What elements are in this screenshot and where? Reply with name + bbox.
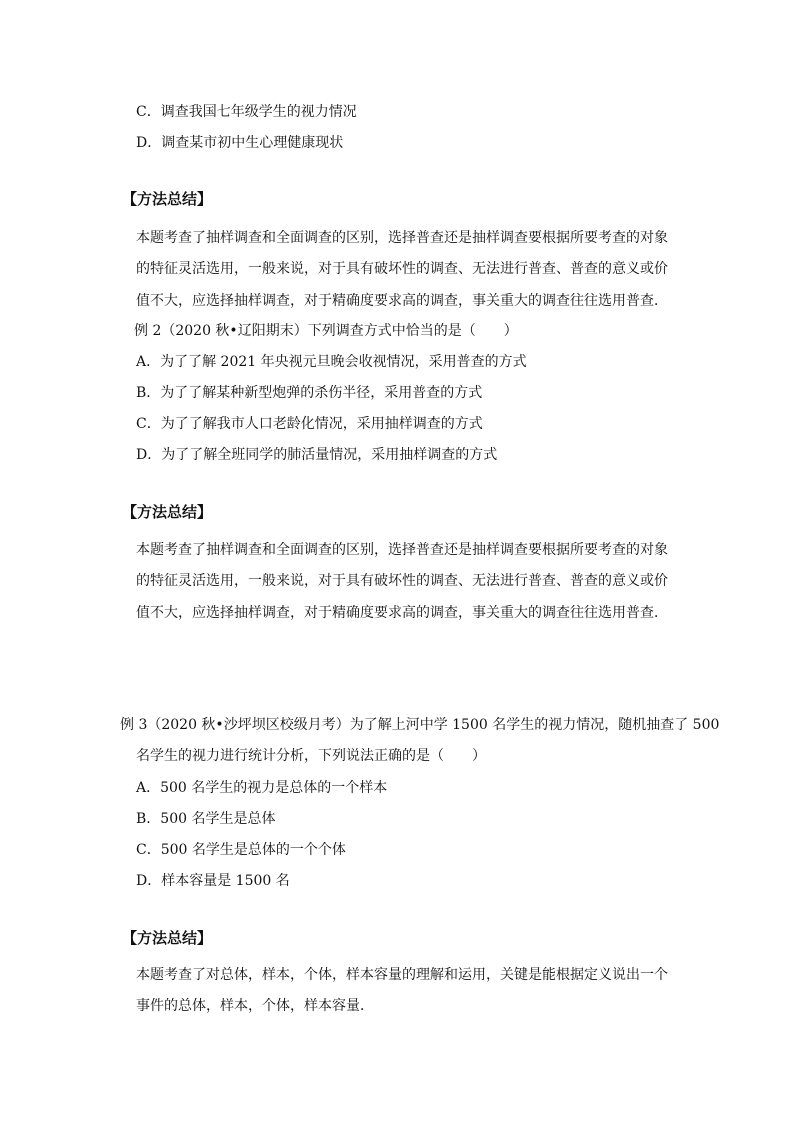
example3-option-b: B．500 名学生是总体 <box>136 811 276 827</box>
summary3-line-2: 事件的总体，样本，个体，样本容量． <box>136 998 374 1014</box>
summary2-line-2: 的特征灵活选用，一般来说，对于具有破坏性的调查、无法进行普查、普查的意义或价 <box>136 573 668 589</box>
example3-option-d: D．样本容量是 1500 名 <box>136 873 290 889</box>
summary3-line-1: 本题考查了对总体，样本，个体，样本容量的理解和运用，关键是能根据定义说出一个 <box>136 967 668 983</box>
example2-option-c: C．为了了解我市人口老龄化情况，采用抽样调查的方式 <box>136 416 483 432</box>
summary2-line-1: 本题考查了抽样调查和全面调查的区别，选择普查还是抽样调查要根据所要考查的对象 <box>136 542 668 558</box>
example2-option-a: A．为了了解 2021 年央视元旦晚会收视情况，采用普查的方式 <box>136 354 527 370</box>
summary1-line-2: 的特征灵活选用，一般来说，对于具有破坏性的调查、无法进行普查、普查的意义或价 <box>136 261 668 277</box>
example3-question-line-2: 名学生的视力进行统计分析，下列说法正确的是（ ） <box>136 748 486 764</box>
example2-option-b: B．为了了解某种新型炮弹的杀伤半径，采用普查的方式 <box>136 385 483 401</box>
method-summary-heading-2: 【方法总结】 <box>122 503 213 521</box>
example2-option-d: D．为了了解全班同学的肺活量情况，采用抽样调查的方式 <box>136 447 498 463</box>
summary1-line-3: 值不大，应选择抽样调查，对于精确度要求高的调查，事关重大的调查往往选用普查． <box>136 293 668 309</box>
summary2-line-3: 值不大，应选择抽样调查，对于精确度要求高的调查，事关重大的调查往往选用普查． <box>136 605 668 621</box>
example3-question-line-1: 例 3（2020 秋•沙坪坝区校级月考）为了解上河中学 1500 名学生的视力情况，随机抽查了 500 <box>120 717 720 733</box>
example1-option-c: C．调查我国七年级学生的视力情况 <box>136 104 357 120</box>
example3-option-a: A．500 名学生的视力是总体的一个样本 <box>136 780 388 796</box>
example2-question: 例 2（2020 秋•辽阳期末）下列调查方式中恰当的是（ ） <box>134 323 518 339</box>
example3-option-c: C．500 名学生是总体的一个个体 <box>136 842 346 858</box>
example1-option-d: D．调查某市初中生心理健康现状 <box>136 135 344 151</box>
method-summary-heading-3: 【方法总结】 <box>122 929 213 947</box>
summary1-line-1: 本题考查了抽样调查和全面调查的区别，选择普查还是抽样调查要根据所要考查的对象 <box>136 230 668 246</box>
method-summary-heading-1: 【方法总结】 <box>122 190 213 208</box>
